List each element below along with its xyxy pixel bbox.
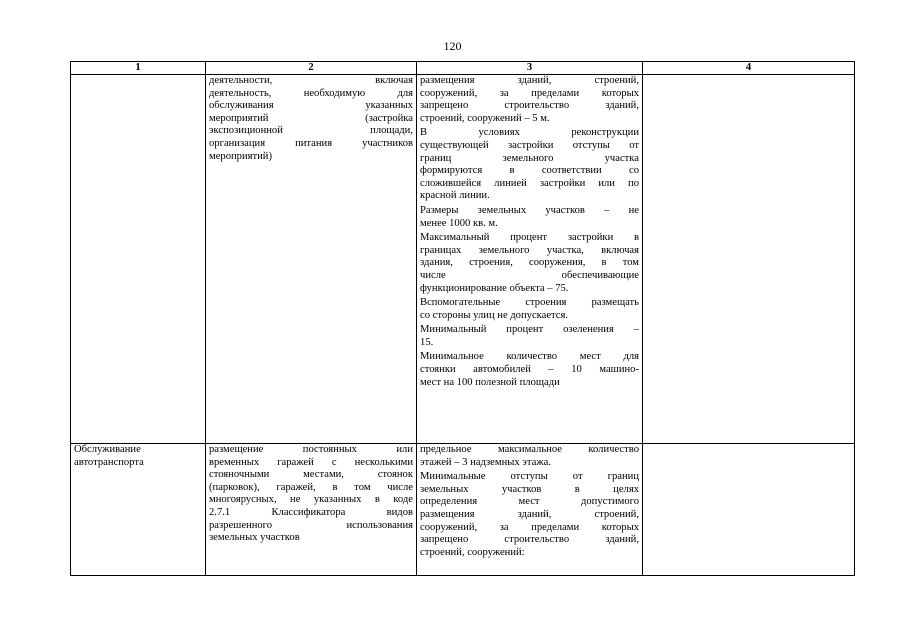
paragraph: [420, 75, 639, 125]
text-line: земельных участков в целях: [420, 483, 639, 495]
column-header-4: 4: [643, 62, 855, 75]
table-row: [71, 75, 855, 444]
text-line: Максимальный процент застройки в: [420, 232, 639, 244]
text-line: стоянки автомобилей – 10 машино-: [420, 364, 639, 376]
table-header-row: [71, 62, 855, 75]
text-line: размещения зданий, строений,: [420, 75, 639, 86]
text-line: сооружений, за пределами которых: [420, 521, 639, 533]
text-line: мероприятий (застройка: [209, 112, 413, 124]
text-line: Размеры земельных участков – не: [420, 204, 639, 216]
text-line: мест на 100 полезной площади: [420, 376, 560, 388]
text-line: Минимальное количество мест для: [420, 351, 639, 363]
cell-use-type: [71, 444, 206, 576]
text-line: менее 1000 кв. м.: [420, 217, 498, 229]
text-line: запрещено строительство зданий,: [420, 100, 639, 112]
paragraph: [420, 351, 639, 389]
cell-notes: [643, 75, 855, 444]
text-line: стояночными местами, стоянок: [209, 469, 413, 481]
text-line: экспозиционной площади,: [209, 125, 413, 137]
text-line: красной линии.: [420, 190, 490, 202]
text-line: временных гаражей с несколькими: [209, 456, 413, 468]
cell-use-type: [71, 75, 206, 444]
text-line: запрещено строительство зданий,: [420, 534, 639, 546]
paragraph: [420, 471, 639, 559]
text-line: 2.7.1 Классификатора видов: [209, 506, 413, 518]
text-line: организация питания участников: [209, 137, 413, 149]
cell-parameters: [417, 444, 643, 576]
text-line: Вспомогательные строения размещать: [420, 297, 639, 309]
text-line: автотранспорта: [74, 456, 144, 468]
paragraph: [420, 127, 639, 203]
text-line: этажей – 3 надземных этажа.: [420, 456, 551, 468]
text-line: здания, строения, сооружения, в том: [420, 257, 639, 269]
text-line: существующей застройки отступы от: [420, 139, 639, 151]
paragraph: [420, 324, 639, 349]
text-line: (парковок), гаражей, в том числе: [209, 481, 413, 493]
text-line: В условиях реконструкции: [420, 127, 639, 139]
text-line: формируются в соответствии со: [420, 165, 639, 177]
text-line: земельных участков: [209, 532, 300, 544]
text-line: Обслуживание: [74, 444, 141, 455]
text-line: со стороны улиц не допускается.: [420, 309, 569, 321]
text-line: 15.: [420, 336, 434, 348]
text-line: границах земельного участка, включая: [420, 244, 639, 256]
table-row: [71, 444, 855, 576]
text-line: Минимальные отступы от границ: [420, 471, 639, 483]
text-line: сооружений, за пределами которых: [420, 87, 639, 99]
cell-use-description: [206, 444, 417, 576]
cell-notes: [643, 444, 855, 576]
text-line: Минимальный процент озеленения –: [420, 324, 639, 336]
cell-use-description: [206, 75, 417, 444]
text-line: числе обеспечивающие: [420, 269, 639, 281]
column-header-2: 2: [206, 62, 417, 75]
text-line: многоярусных, не указанных в коде: [209, 494, 413, 506]
column-header-3: 3: [417, 62, 643, 75]
paragraph: [420, 297, 639, 322]
text-line: строений, сооружений:: [420, 546, 525, 558]
column-header-1: 1: [71, 62, 206, 75]
cell-parameters: [417, 75, 643, 444]
text-line: предельное максимальное количество: [420, 444, 639, 455]
text-line: строений, сооружений – 5 м.: [420, 112, 550, 124]
text-line: размещения зданий, строений,: [420, 508, 639, 520]
page-number: 120: [443, 39, 462, 53]
paragraph: [420, 205, 639, 230]
text-line: сложившейся линией застройки или по: [420, 177, 639, 189]
regulations-table: [70, 61, 855, 576]
text-line: границ земельного участка: [420, 152, 639, 164]
paragraph: [420, 232, 639, 295]
text-line: деятельность, необходимую для: [209, 87, 413, 99]
text-line: размещение постоянных или: [209, 444, 413, 455]
text-line: разрешенного использования: [209, 519, 413, 531]
text-line: функционирование объекта – 75.: [420, 282, 569, 294]
text-line: определения мест допустимого: [420, 496, 639, 508]
text-line: мероприятий): [209, 150, 273, 162]
paragraph: [420, 444, 639, 469]
text-line: деятельности, включая: [209, 75, 413, 86]
text-line: обслуживания указанных: [209, 100, 413, 112]
